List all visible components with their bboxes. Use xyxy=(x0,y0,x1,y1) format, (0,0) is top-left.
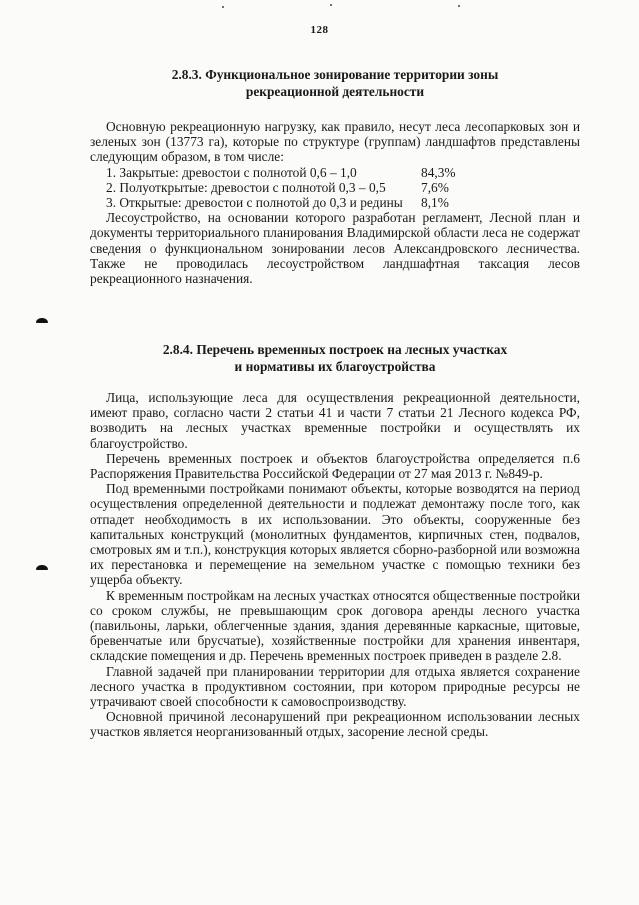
binding-hole-mark xyxy=(36,565,48,570)
scan-speck xyxy=(330,4,332,6)
heading-line: рекреационной деятельности xyxy=(245,84,425,99)
heading-line: 2.8.4. Перечень временных построек на лесных участках xyxy=(162,342,508,357)
section-2-8-3 xyxy=(90,66,580,100)
list-item-text: 3. Открытые: древостои с полнотой до 0,3 и редины xyxy=(106,195,403,211)
list-item xyxy=(90,195,580,210)
list-item-text: 1. Закрытые: древостои с полнотой 0,6 – 1,0 xyxy=(106,164,357,180)
scan-speck xyxy=(222,6,224,8)
scan-speck xyxy=(458,5,460,7)
paragraph: Перечень временных построек и объектов благоустройства определяется п.6 Распоряжения Правительства Российской Федерации от 27 мая 2013 г. №849-р. xyxy=(90,450,580,482)
list-item-text: 2. Полуоткрытые: древостои с полнотой 0,3 – 0,5 xyxy=(106,179,386,195)
page-number: 128 xyxy=(310,24,329,36)
heading-line: и нормативы их благоустройства xyxy=(234,359,436,374)
paragraph: Лица, использующие леса для осуществления рекреационной деятельности, имеют право, согласно части 2 статьи 41 и части 7 статьи 21 Лесного кодекса РФ, возводить на лесных участках временные постройки и осуществлять их благоустройство. xyxy=(90,390,580,451)
list-item xyxy=(90,165,580,180)
paragraph: Главной задачей при планировании территории для отдыха является сохранение лесного участка в продуктивном состоянии, при котором природные ресурсы не утрачивают своей способности к самовоспроизводству. xyxy=(90,663,580,710)
paragraph: К временным постройкам на лесных участках относятся общественные постройки со сроком службы, не превышающим срок договора аренды лесного участка (павильоны, ларьки, облегченные здания, здания деревянные каркасные, щитовые, бревенчатые или брусчатые), хозяйственные постройки для хранения инвентаря, складские помещения и др. Перечень временных построек приведен в разделе 2.8. xyxy=(90,587,580,664)
list-item xyxy=(90,180,580,195)
binding-hole-mark xyxy=(36,318,48,323)
heading-line: 2.8.3. Функциональное зонирование территории зоны xyxy=(171,67,499,82)
section-heading xyxy=(90,66,580,100)
list-item-value: 8,1% xyxy=(421,195,449,211)
list-item-value: 84,3% xyxy=(421,164,456,180)
list-item-value: 7,6% xyxy=(421,179,449,195)
section-heading xyxy=(90,341,580,375)
paragraph: Лесоустройство, на основании которого разработан регламент, Лесной план и документы территориального планирования Владимирской области леса не содержат сведения о функциональном зонировании лесов Александровского лесничества. Также не проводилась лесоустройством ландшафтная таксация лесов рекреационного назначения. xyxy=(90,210,580,287)
landscape-list xyxy=(90,165,580,211)
section-2-8-4-body xyxy=(90,390,580,740)
section-2-8-3-body xyxy=(90,119,580,286)
paragraph: Основную рекреационную нагрузку, как правило, несут леса лесопарковых зон и зеленых зон (13773 га), которые по структуре (группам) ландшафтов представлены следующим образом, в том числе: xyxy=(90,119,580,165)
paragraph: Основной причиной лесонарушений при рекреационном использовании лесных участков является неорганизованный отдых, засорение лесной среды. xyxy=(90,709,580,740)
paragraph: Под временными постройками понимают объекты, которые возводятся на период осуществления определенной деятельности и подлежат демонтажу после того, как отпадет необходимость в их использовании. Это объекты, сооруженные без капитальных конструкций (монолитных фундаментов, кирпичных стен, подвалов, смотровых ям и т.п.), конструкция которых является сборно-разборной или возможна их перестановка и перемещение на земельном участке с помощью техники без ущерба объекту. xyxy=(90,481,580,588)
section-2-8-4 xyxy=(90,341,580,375)
